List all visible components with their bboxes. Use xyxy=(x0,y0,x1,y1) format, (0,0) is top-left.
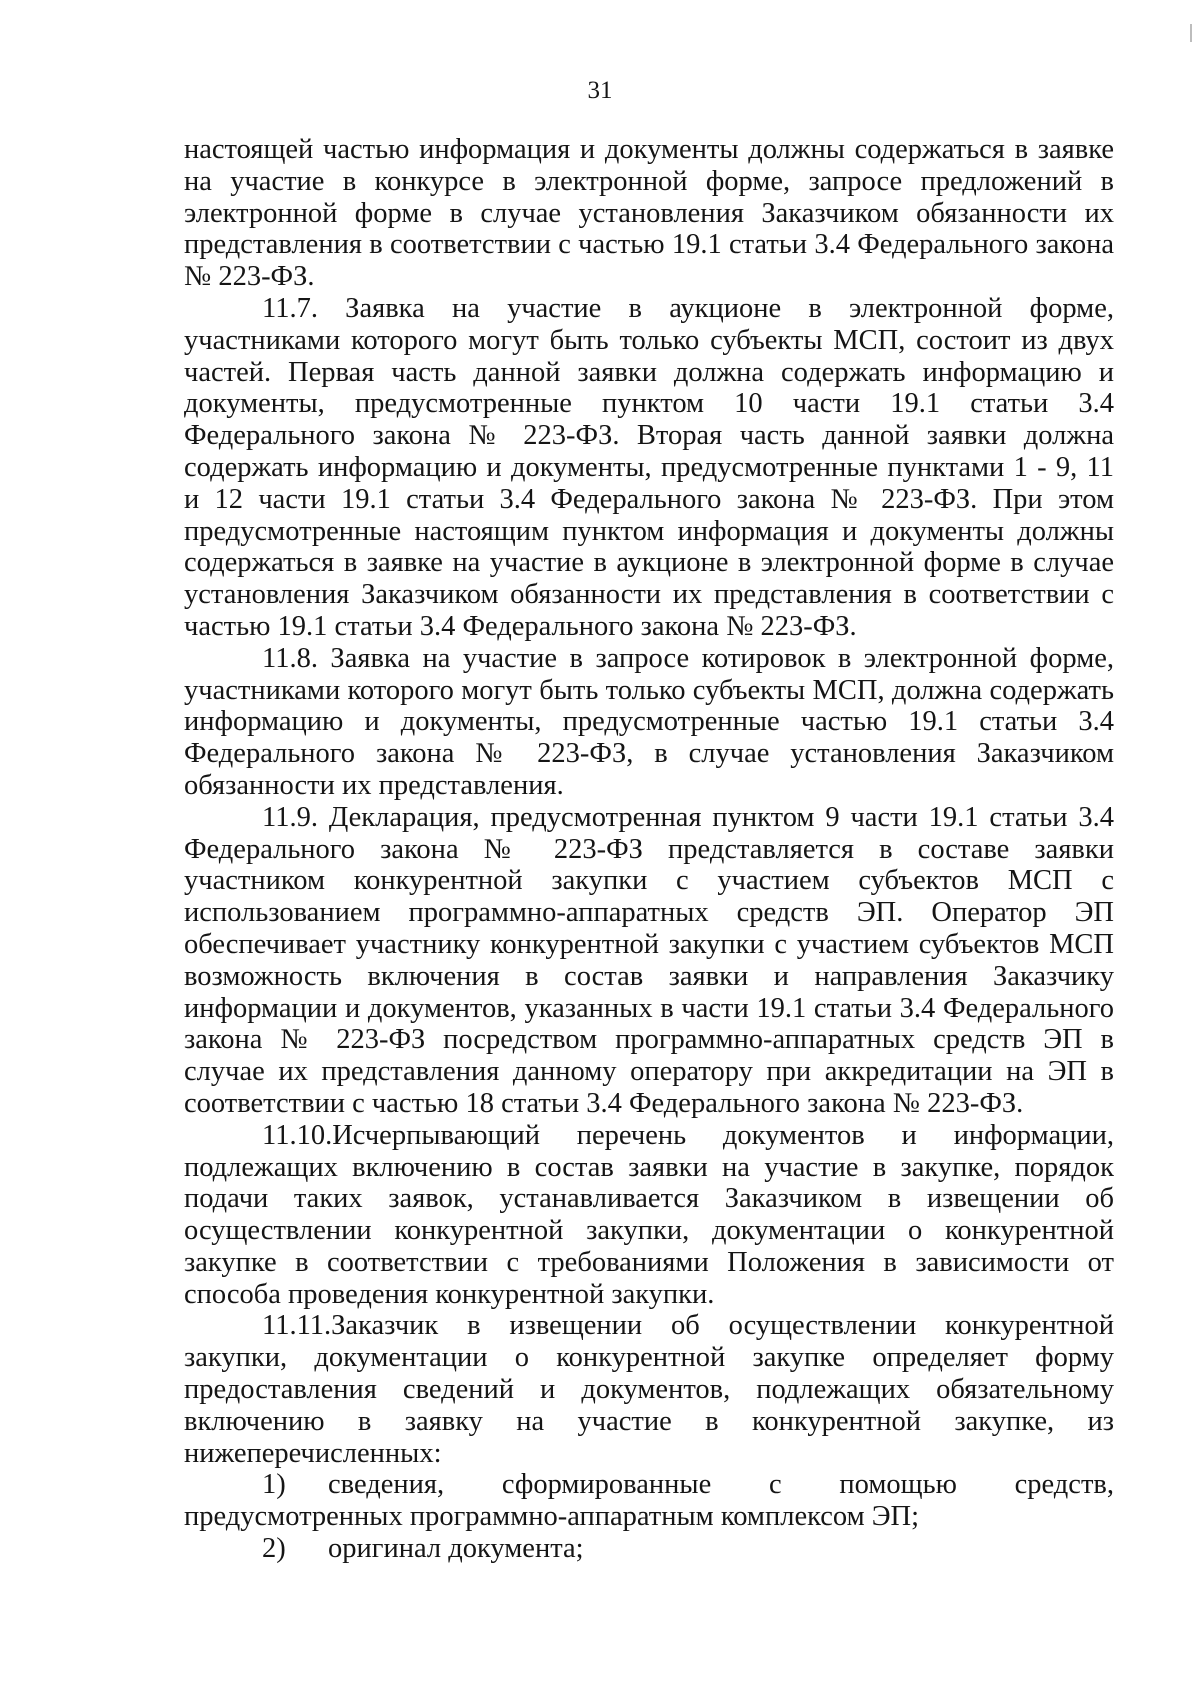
list-item-text: сведения, сформированные с помощью средств, предусмотренных программно-аппаратным комплексом ЭП; xyxy=(184,1469,1114,1533)
list-item-text: оригинал документа; xyxy=(328,1533,584,1565)
scan-edge-mark xyxy=(1190,24,1192,42)
list-item-number: 1) xyxy=(262,1469,286,1501)
paragraph-11-10: 11.10.Исчерпывающий перечень документов и информации, подлежащих включению в состав заявки на участие в закупке, порядок подачи таких заявок, устанавливается Заказчиком в извещении об осуществлении конкурентной закупки, документации о конкурентной закупке в соответствии с требованиями Положения в зависимости от способа проведения конкурентной закупки. xyxy=(184,1119,1114,1310)
paragraph-11-9: 11.9. Декларация, предусмотренная пунктом 9 части 19.1 статьи 3.4 Федерального закона № 223-ФЗ представляется в составе заявки участником конкурентной закупки с участием субъектов МСП с использованием программно-аппаратных средств ЭП. Оператор ЭП обеспечивает участнику конкурентной закупки с участием субъектов МСП возможность включения в состав заявки и направления Заказчику информации и документов, указанных в части 19.1 статьи 3.4 Федерального закона № 223-ФЗ посредством программно-аппаратных средств ЭП в случае их представления данному оператору при аккредитации на ЭП в соответствии с частью 18 статьи 3.4 Федерального закона № 223-ФЗ. xyxy=(184,801,1114,1119)
list-item xyxy=(184,1469,1114,1533)
paragraph-11-11: 11.11.Заказчик в извещении об осуществлении конкурентной закупки, документации о конкурентной закупке определяет форму предоставления сведений и документов, подлежащих обязательному включению в заявку на участие в конкурентной закупке, из нижеперечисленных: xyxy=(184,1310,1114,1469)
paragraph-11-8: 11.8. Заявка на участие в запросе котировок в электронной форме, участниками которого могут быть только субъекты МСП, должна содержать информацию и документы, предусмотренные частью 19.1 статьи 3.4 Федерального закона № 223-ФЗ, в случае установления Заказчиком обязанности их представления. xyxy=(184,642,1114,801)
list-item xyxy=(184,1533,1114,1565)
list-item-number: 2) xyxy=(262,1533,286,1565)
page-number: 31 xyxy=(587,77,613,104)
paragraph-11-7: 11.7. Заявка на участие в аукционе в электронной форме, участниками которого могут быть только субъекты МСП, состоит из двух частей. Первая часть данной заявки должна содержать информацию и документы, предусмотренные пунктом 10 части 19.1 статьи 3.4 Федерального закона № 223-ФЗ. Вторая часть данной заявки должна содержать информацию и документы, предусмотренные пунктами 1 - 9, 11 и 12 части 19.1 статьи 3.4 Федерального закона № 223-ФЗ. При этом предусмотренные настоящим пунктом информация и документы должны содержаться в заявке на участие в аукционе в электронной форме в случае установления Заказчиком обязанности их представления в соответствии с частью 19.1 статьи 3.4 Федерального закона № 223-ФЗ. xyxy=(184,292,1114,642)
document-body xyxy=(184,134,1114,1565)
paragraph-continuation: настоящей частью информация и документы должны содержаться в заявке на участие в конкурсе в электронной форме, запросе предложений в электронной форме в случае установления Заказчиком обязанности их представления в соответствии с частью 19.1 статьи 3.4 Федерального закона № 223-ФЗ. xyxy=(184,134,1114,293)
